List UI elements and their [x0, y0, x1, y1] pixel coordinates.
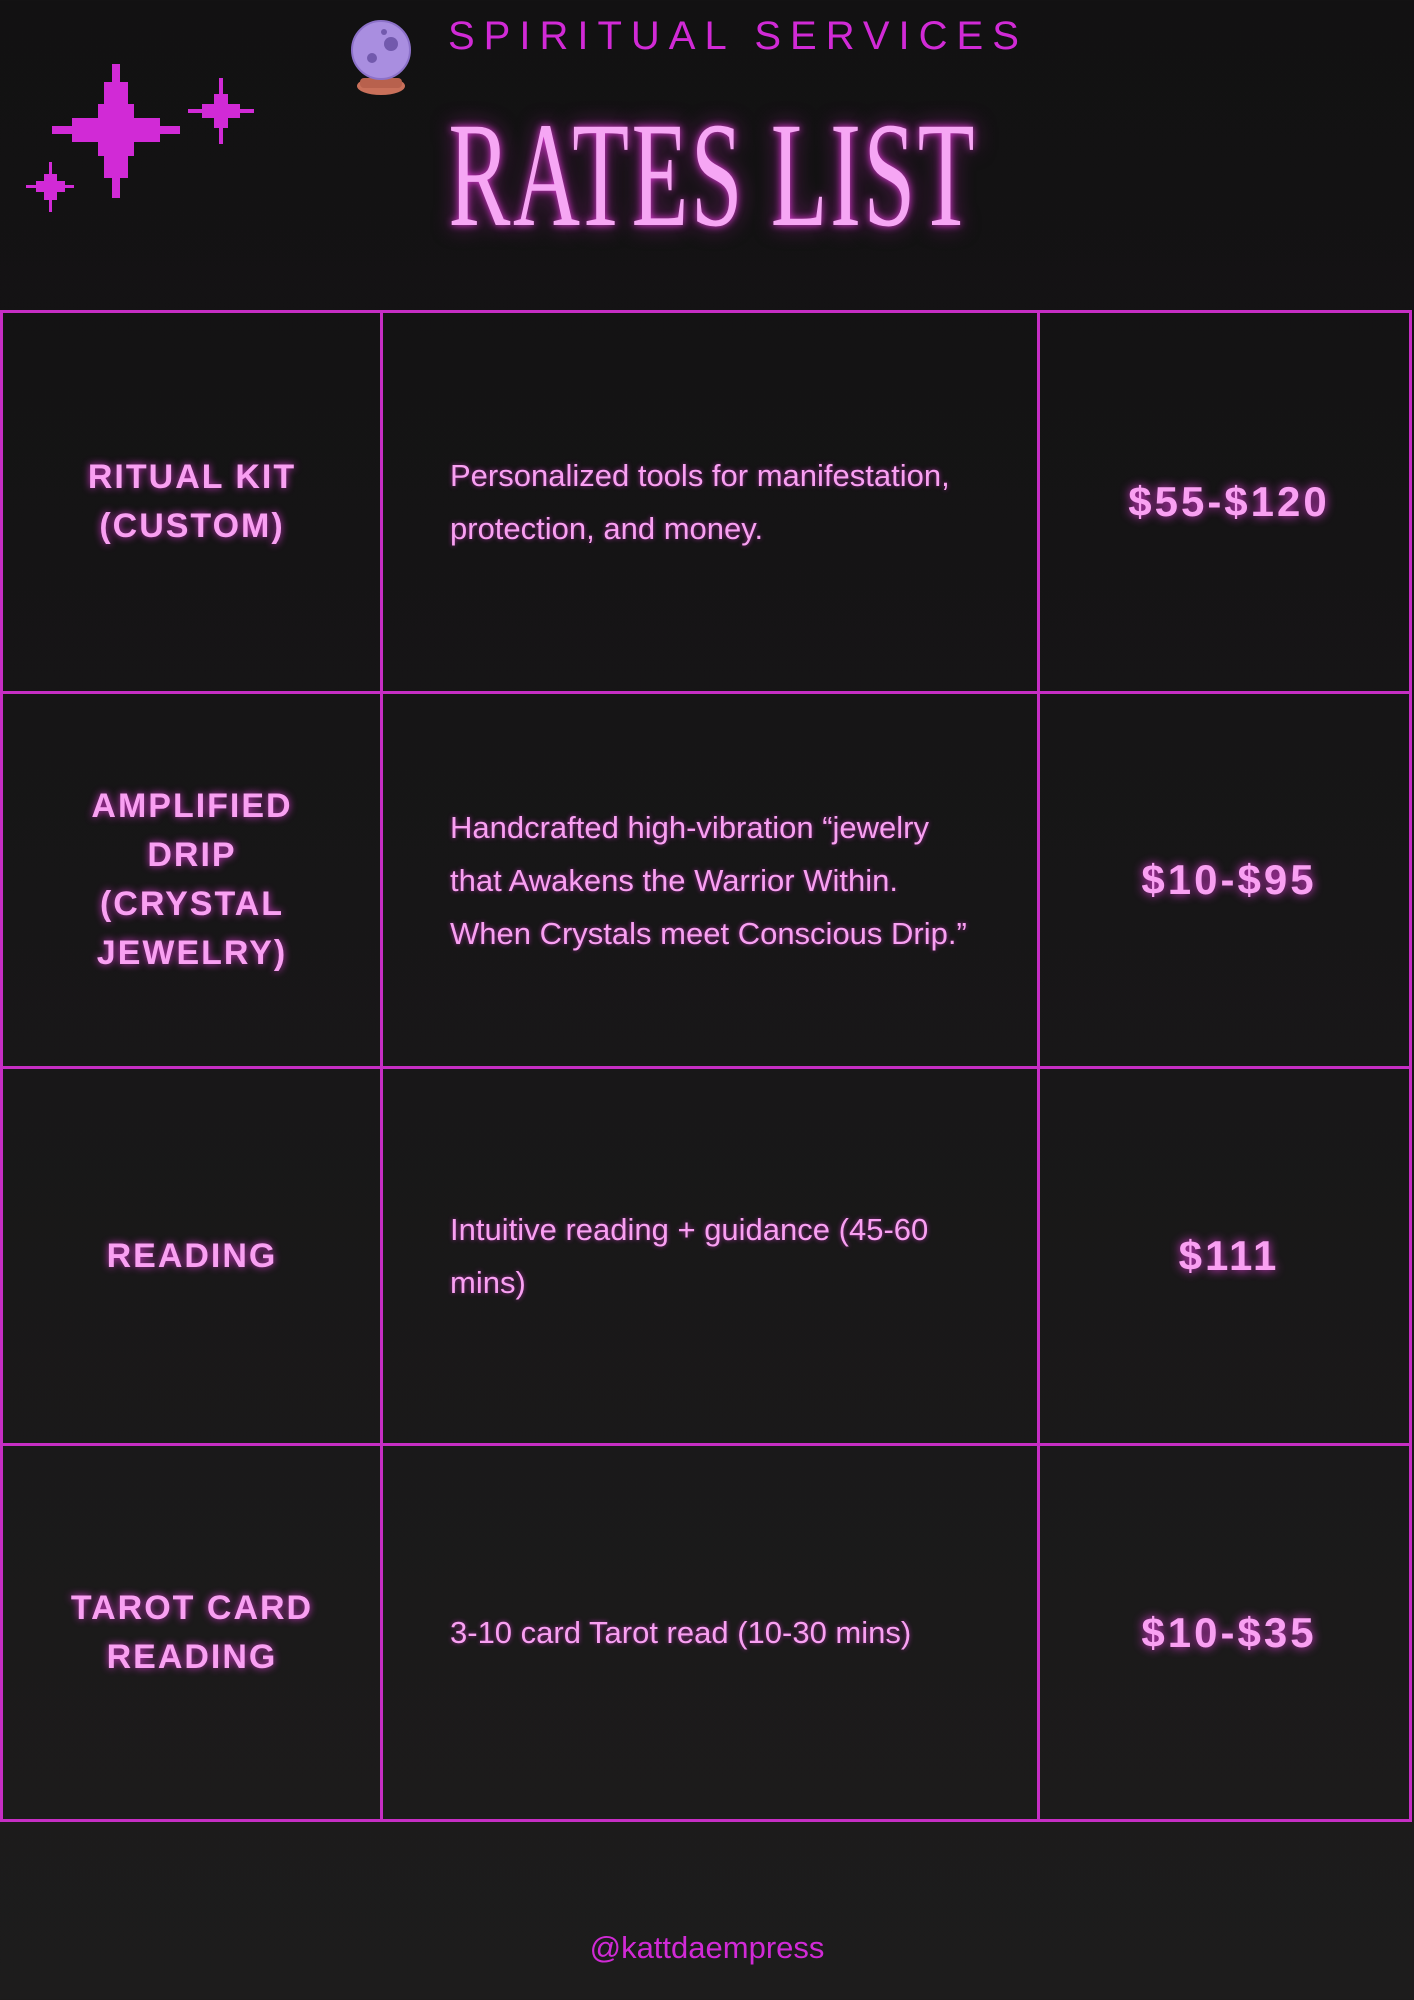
service-name: READING	[106, 1236, 278, 1275]
price-cell	[1043, 313, 1414, 691]
service-description: 3-10 card Tarot read (10-30 mins)	[450, 1615, 912, 1650]
service-price: $111	[1178, 1232, 1280, 1279]
sparkle-icon	[20, 60, 270, 220]
service-description: Intuitive reading + guidance (45-60 mins)	[450, 1212, 929, 1300]
crystal-ball-icon	[348, 20, 414, 96]
table-row	[3, 1069, 1409, 1443]
service-name: TAROT CARD READING	[70, 1588, 314, 1676]
description-cell	[384, 1446, 1040, 1819]
price-cell	[1043, 694, 1414, 1066]
service-cell	[3, 1069, 381, 1443]
social-handle: @kattdaempress	[589, 1930, 825, 1965]
service-name: AMPLIFIED DRIP (CRYSTAL JEWELRY)	[91, 787, 293, 972]
price-cell	[1043, 1069, 1414, 1443]
description-cell	[384, 694, 1040, 1066]
page-subtitle: SPIRITUAL SERVICES	[448, 14, 1028, 58]
rates-table	[0, 310, 1412, 1822]
service-name: RITUAL KIT (CUSTOM)	[87, 458, 297, 545]
service-price: $10-$35	[1141, 1608, 1317, 1656]
table-row	[3, 1446, 1409, 1819]
service-price: $10-$95	[1141, 856, 1317, 903]
description-cell	[384, 1069, 1040, 1443]
service-cell	[3, 1446, 381, 1819]
page-title: RATES LIST	[448, 92, 977, 258]
table-row	[3, 694, 1409, 1066]
service-cell	[3, 694, 381, 1066]
service-cell	[3, 313, 381, 691]
price-cell	[1043, 1446, 1414, 1819]
table-row	[3, 313, 1409, 691]
service-price: $55-$120	[1128, 478, 1330, 525]
description-cell	[384, 313, 1040, 691]
service-description: Handcrafted high-vibration “jewelry that Awakens the Warrior Within. When Crystals meet Conscious Drip.”	[450, 809, 967, 951]
service-description: Personalized tools for manifestation, protection, and money.	[450, 458, 950, 546]
